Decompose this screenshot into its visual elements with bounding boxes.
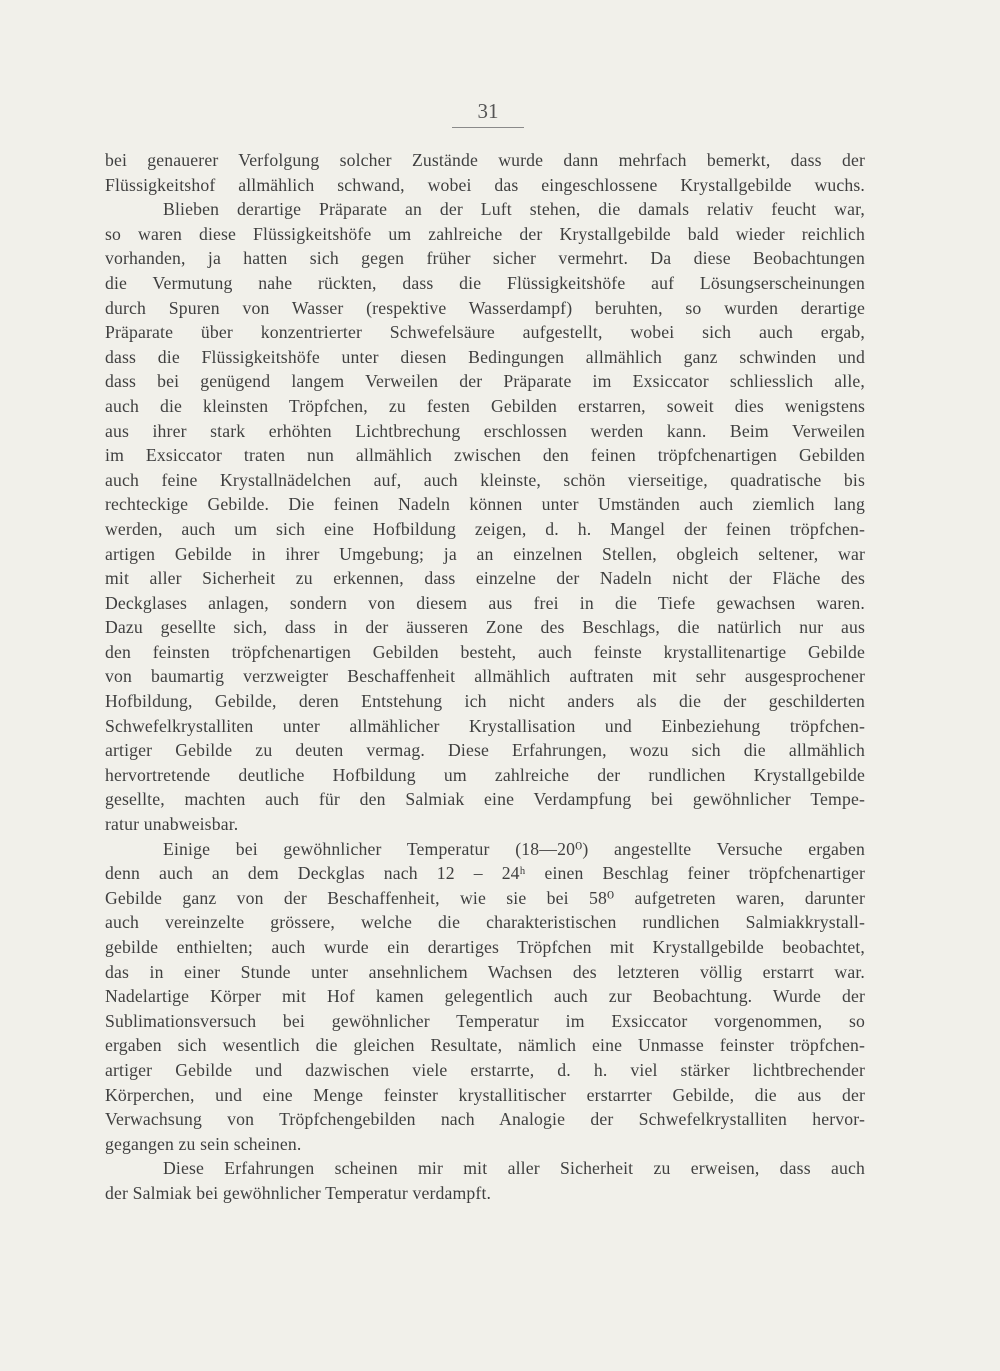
text-line: aus ihrer stark erhöhten Lichtbrechung erschlossen werden kann. Beim Verweilen <box>105 420 865 441</box>
text-line: denn auch an dem Deckglas nach 12 – 24ʰ einen Beschlag feiner tröpfchenartiger <box>105 863 865 884</box>
text-line: Körperchen, und eine Menge feinster krystallitischer erstarrter Gebilde, die aus der <box>105 1084 865 1105</box>
text-line: so waren diese Flüssigkeitshöfe um zahlreiche der Krystallgebilde bald wieder reichlich <box>105 223 865 244</box>
text-line: durch Spuren von Wasser (respektive Wasserdampf) beruhten, so wurden derartige <box>105 297 865 318</box>
text-line: vorhanden, ja hatten sich gegen früher sicher vermehrt. Da diese Beobachtungen <box>105 248 865 269</box>
text-line: gesellte, machten auch für den Salmiak eine Verdampfung bei gewöhnlicher Tempe- <box>105 789 865 810</box>
text-line: mit aller Sicherheit zu erkennen, dass einzelne der Nadeln nicht der Fläche des <box>105 568 865 589</box>
text-line: Dazu gesellte sich, dass in der äusseren Zone des Beschlags, die natürlich nur aus <box>105 617 865 638</box>
text-line: rechteckige Gebilde. Die feinen Nadeln können unter Umständen auch ziemlich lang <box>105 494 865 515</box>
text-line: artigen Gebilde in ihrer Umgebung; ja an einzelnen Stellen, obgleich seltener, war <box>105 543 865 564</box>
text-line: Gebilde ganz von der Beschaffenheit, wie sie bei 58⁰ aufgetreten waren, darunter <box>105 887 865 908</box>
text-line: Flüssigkeitshof allmählich schwand, wobei das eingeschlossene Krystallgebilde wuchs. <box>105 174 865 195</box>
text-line: Diese Erfahrungen scheinen mir mit aller Sicherheit zu erweisen, dass auch <box>163 1158 865 1179</box>
text-line: Schwefelkrystalliten unter allmählicher Krystallisation und Einbeziehung tröpfchen- <box>105 715 865 736</box>
text-line: die Vermutung nahe rückten, dass die Flüssigkeitshöfe auf Lösungserscheinungen <box>105 272 865 293</box>
text-line: werden, auch um sich eine Hofbildung zeigen, d. h. Mangel der feinen tröpfchen- <box>105 518 865 539</box>
text-line: von baumartig verzweigter Beschaffenheit allmählich auftraten mit sehr ausgesprochener <box>105 666 865 687</box>
text-line: ratur unabweisbar. <box>105 814 239 835</box>
text-line: auch feine Krystallnädelchen auf, auch kleinste, schön vierseitige, quadratische bis <box>105 469 865 490</box>
text-line: auch vereinzelte grössere, welche die charakteristischen rundlichen Salmiakkrystall- <box>105 912 865 933</box>
text-line: ergaben sich wesentlich die gleichen Resultate, nämlich eine Unmasse feinster tröpfchen- <box>105 1035 865 1056</box>
text-line: artiger Gebilde und dazwischen viele erstarrte, d. h. viel stärker lichtbrechender <box>105 1059 865 1080</box>
text-line: Nadelartige Körper mit Hof kamen gelegentlich auch zur Beobachtung. Wurde der <box>105 986 865 1007</box>
body-text <box>105 148 865 1206</box>
text-line: im Exsiccator traten nun allmählich zwischen den feinen tröpfchenartigen Gebilden <box>105 445 865 466</box>
text-line: Hofbildung, Gebilde, deren Entstehung ich nicht anders als die der geschilderten <box>105 691 865 712</box>
text-line: auch die kleinsten Tröpfchen, zu festen Gebilden erstarren, soweit dies wenigstens <box>105 395 865 416</box>
text-line: Präparate über konzentrierter Schwefelsäure aufgestellt, wobei sich auch ergab, <box>105 322 865 343</box>
text-line: der Salmiak bei gewöhnlicher Temperatur verdampft. <box>105 1182 492 1203</box>
text-line: Sublimationsversuch bei gewöhnlicher Temperatur im Exsiccator vorgenommen, so <box>105 1010 865 1031</box>
text-line: gebilde enthielten; auch wurde ein derartiges Tröpfchen mit Krystallgebilde beobachtet, <box>105 937 865 957</box>
text-line: Einige bei gewöhnlicher Temperatur (18—20⁰) angestellte Versuche ergaben <box>163 838 865 859</box>
text-line: den feinsten tröpfchenartigen Gebilden besteht, auch feinste krystallitenartige Gebilde <box>105 641 865 662</box>
text-line: artiger Gebilde zu deuten vermag. Diese Erfahrungen, wozu sich die allmählich <box>105 740 865 761</box>
text-line: hervortretende deutliche Hofbildung um zahlreiche der rundlichen Krystallgebilde <box>105 764 865 785</box>
text-line: dass bei genügend langem Verweilen der Präparate im Exsiccator schliesslich alle, <box>105 371 865 392</box>
text-line: gegangen zu sein scheinen. <box>105 1133 302 1154</box>
page-number: 31 <box>452 99 524 128</box>
text-line: dass die Flüssigkeitshöfe unter diesen Bedingungen allmählich ganz schwinden und <box>105 346 865 367</box>
text-line: bei genauerer Verfolgung solcher Zustände wurde dann mehrfach bemerkt, dass der <box>105 150 865 170</box>
text-line: Verwachsung von Tröpfchengebilden nach Analogie der Schwefelkrystalliten hervor- <box>105 1109 865 1130</box>
text-line: Blieben derartige Präparate an der Luft stehen, die damals relativ feucht war, <box>163 199 865 220</box>
text-line: Deckglases anlagen, sondern von diesem aus frei in die Tiefe gewachsen waren. <box>105 592 865 613</box>
text-line: das in einer Stunde unter ansehnlichem Wachsen des letzteren völlig erstarrt war. <box>105 961 865 982</box>
